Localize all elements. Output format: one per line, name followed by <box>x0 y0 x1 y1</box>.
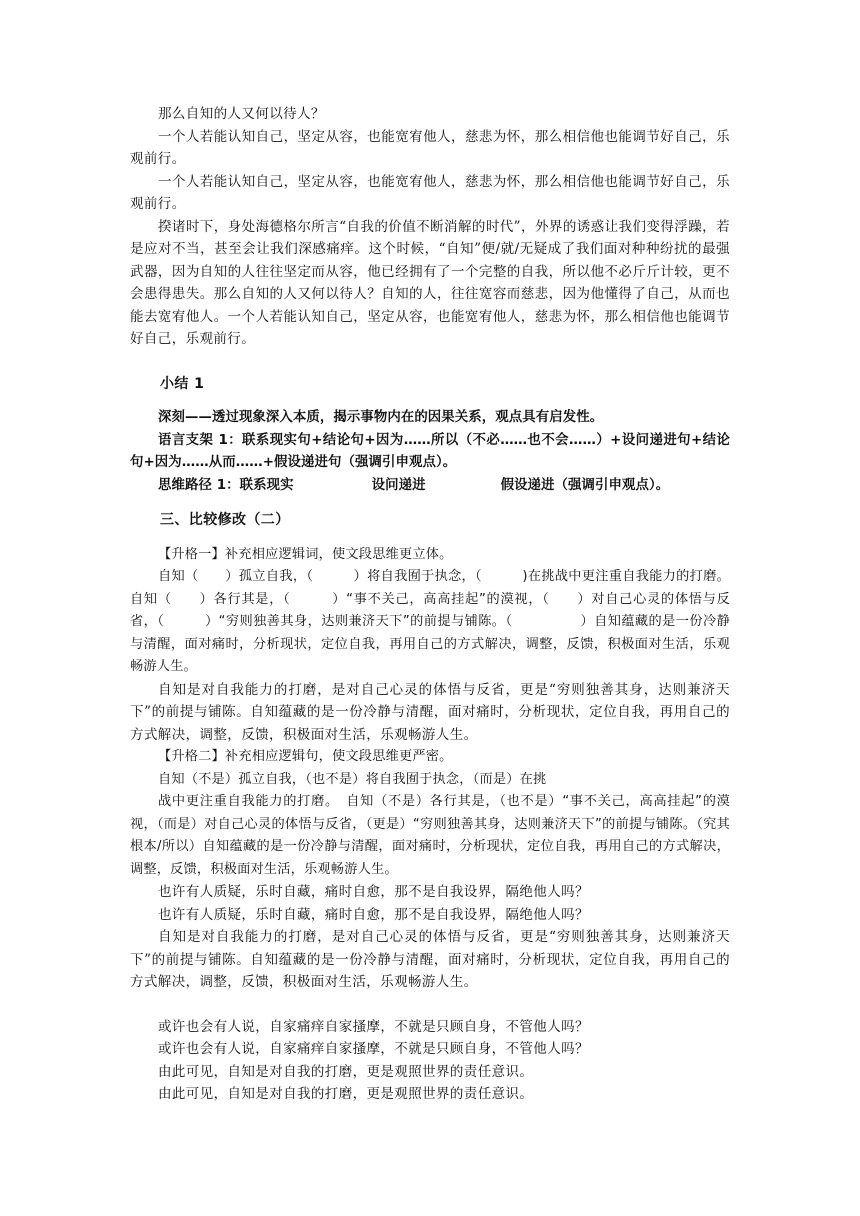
upgrade2-text: 战中更注重自我能力的打磨。 自知（不是）各行其是，（也不是）“事不关己，高高挂起”的漠视，（而是）对自己心灵的体悟与反省，（更是）“穷则独善其身，达则兼济天下”的前提与铺陈。（究其根本/所以）自知蕴藏的是一份冷静与清醒，面对痛时，分析现状，定位自我，再用自己的方式解决，调整，反馈，积极面对生活，乐观畅游人生。 <box>130 794 730 877</box>
paragraph: 揆诸时下，身处海德格尔所言“自我的价值不断消解的时代”，外界的诱惑让我们变得浮躁，若是应对不当，甚至会让我们深感痛痒。这个时候，“自知”便/就/无疑成了我们面对种种纷扰的最强武器，因为自知的人往往坚定而从容，他已经拥有了一个完整的自我，所以他不必斤斤计较，更不会患得患失。那么自知的人又何以待人？自知的人，往往宽容而慈悲，因为他懂得了自己，从而也能去宽宥他人。一个人若能认知自己，坚定从容，也能宽宥他人，慈悲为怀，那么相信他也能调节好自己，乐观前行。 <box>130 218 730 347</box>
doubt-line: 也许有人质疑，乐时自藏，痛时自愈，那不是自我设界，隔绝他人吗？ <box>158 906 589 923</box>
upgrade2-line: 自知（不是）孤立自我，（也不是）将自我囿于执念，（而是）在挑 <box>158 771 547 787</box>
maybe-line: 或许也会有人说，自家痛痒自家搔摩，不就是只顾自身，不管他人吗？ <box>158 1041 589 1057</box>
summary-heading: 小结 1 <box>160 375 205 392</box>
conclusion-line: 由此可见，自知是对自我的打磨，更是观照世界的责任意识。 <box>158 1063 534 1080</box>
language-frame: 语言支架 1：联系现实句+结论句+因为……所以（不必……也不会……）+设问递进句+结论句+因为……从而……+假设递进句（强调引申观点）。 <box>130 432 730 470</box>
document-body <box>130 103 730 1106</box>
thinking-path <box>130 475 730 498</box>
paragraph: 自知是对自我能力的打磨，是对自己心灵的体悟与反省，更是“穷则独善其身，达则兼济天下”的前提与铺陈。自知蕴藏的是一份冷静与清醒，面对痛时，分析现状，定位自我，再用自己的方式解决，调整，反馈，积极面对生活，乐观畅游人生。 <box>130 681 730 743</box>
paragraph: 自知是对自我能力的打磨，是对自己心灵的体悟与反省，更是“穷则独善其身，达则兼济天下”的前提与铺陈。自知蕴藏的是一份冷静与清醒，面对痛时，分析现状，定位自我，再用自己的方式解决，调整，反馈，积极面对生活，乐观畅游人生。 <box>130 929 730 990</box>
doubt-line: 也许有人质疑，乐时自藏，痛时自愈，那不是自我设界，隔绝他人吗？ <box>158 884 589 900</box>
paragraph: 一个人若能认知自己，坚定从容，也能宽宥他人，慈悲为怀，那么相信他也能调节好自己，乐观前行。 <box>130 173 730 212</box>
question-line: 那么自知的人又何以待人？ <box>158 106 325 122</box>
maybe-line: 或许也会有人说，自家痛痒自家搔摩，不就是只顾自身，不管他人吗？ <box>158 1018 589 1035</box>
conclusion-line: 由此可见，自知是对自我的打磨，更是观照世界的责任意识。 <box>158 1086 534 1102</box>
thinking-path-label: 思维路径 1：联系现实 <box>158 477 294 493</box>
depth-definition: 深刻——透过现象深入本质，揭示事物内在的因果关系，观点具有启发性。 <box>158 410 604 425</box>
paragraph: 一个人若能认知自己，坚定从容，也能宽宥他人，慈悲为怀，那么相信他也能调节好自己，乐观前行。 <box>130 128 730 167</box>
thinking-path-step3: 假设递进（强调引申观点）。 <box>500 477 670 493</box>
upgrade1-fill-text: 自知（ ）孤立自我，（ ）将自我囿于执念，（ )在挑战中更注重自我能力的打磨。自知（ ）各行其是，（ ）“事不关己，高高挂起”的漠视，（ ）对自己心灵的体悟与反省，（ ）“穷则独善其身，达则兼济天下”的前提与铺陈。（ ）自知蕴藏的是一份冷静与清醒，面对痛时，分析现状，定位自我，再用自己的方式解决，调整，反馈，积极面对生活，乐观畅游人生。 <box>130 569 730 674</box>
section-heading: 三、比较修改（二） <box>160 512 290 528</box>
upgrade1-title: 【升格一】补充相应逻辑词，使文段思维更立体。 <box>158 546 453 562</box>
thinking-path-step2: 设问递进 <box>371 477 426 493</box>
upgrade2-title: 【升格二】补充相应逻辑句，使文段思维更严密。 <box>158 749 453 764</box>
